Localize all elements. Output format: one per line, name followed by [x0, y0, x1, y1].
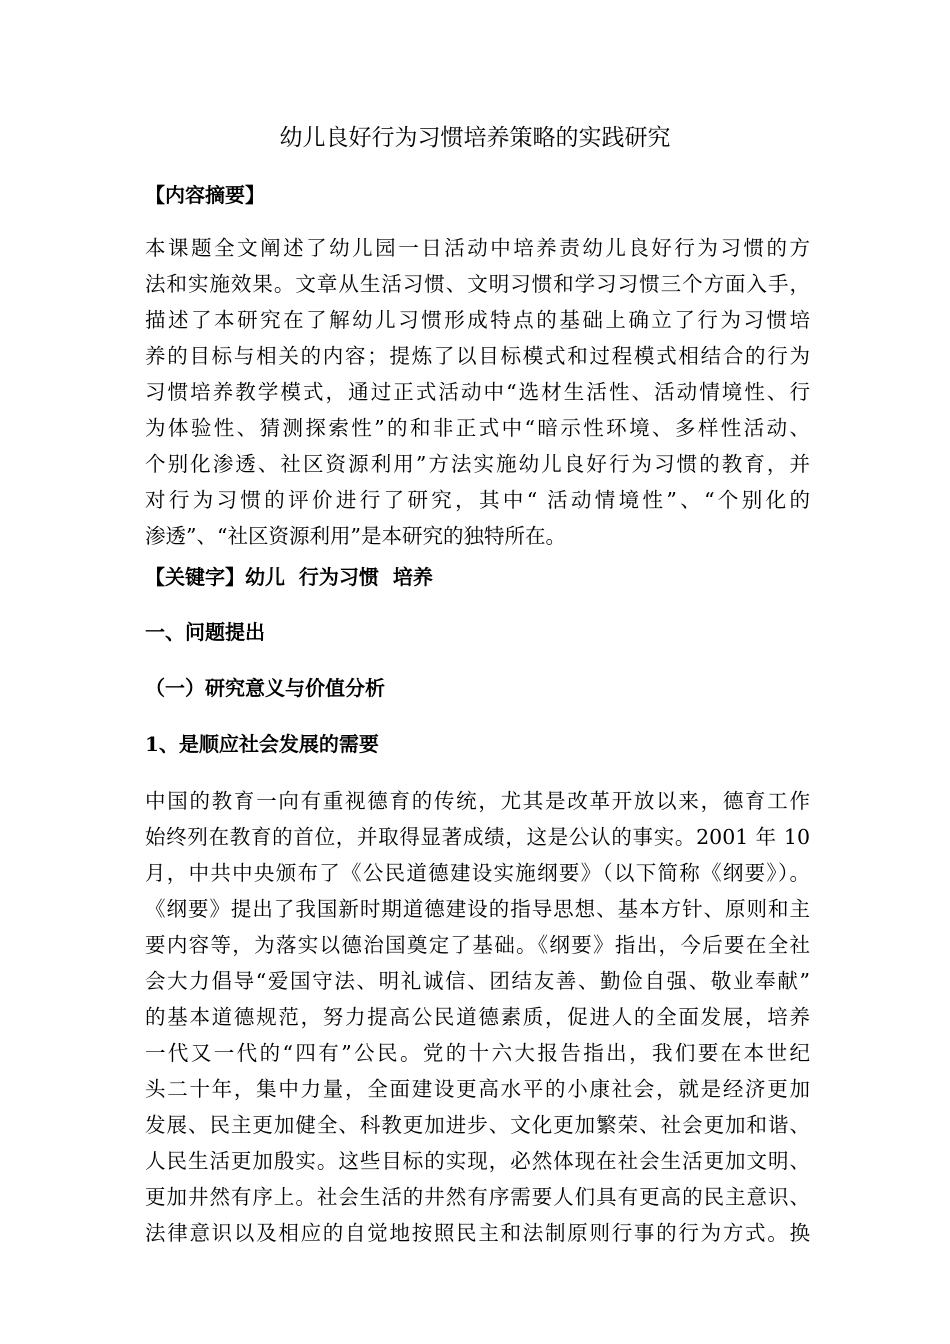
body-line: 中国的教育一向有重视德育的传统，尤其是改革开放以来，德育工作	[145, 789, 810, 813]
abstract-line: 个别化渗透、社区资源利用”方法实施幼儿良好行为习惯的教育，并	[145, 452, 810, 476]
abstract-line: 养的目标与相关的内容；提炼了以目标模式和过程模式相结合的行为	[145, 344, 810, 368]
body-line: 头二十年，集中力量，全面建设更高水平的小康社会，就是经济更加	[145, 1077, 810, 1101]
subsection-heading: （一）研究意义与价值分析	[145, 676, 385, 700]
abstract-line: 本课题全文阐述了幼儿园一日活动中培养责幼儿良好行为习惯的方	[145, 236, 810, 260]
body-line: 法律意识以及相应的自觉地按照民主和法制原则行事的行为方式。换	[145, 1221, 810, 1245]
body-line: 《纲要》提出了我国新时期道德建设的指导思想、基本方针、原则和主	[145, 897, 810, 921]
body-line: 始终列在教育的首位，并取得显著成绩，这是公认的事实。2001 年 10	[145, 825, 810, 849]
keywords-line: 【关键字】幼儿 行为习惯 培养	[145, 565, 433, 589]
abstract-line: 对行为习惯的评价进行了研究，其中“ 活动情境性”、“个别化的	[145, 488, 810, 512]
abstract-heading: 【内容摘要】	[145, 183, 265, 207]
body-line: 人民生活更加殷实。这些目标的实现，必然体现在社会生活更加文明、	[145, 1149, 810, 1173]
body-line: 的基本道德规范，努力提高公民道德素质，促进人的全面发展，培养	[145, 1005, 810, 1029]
abstract-line: 描述了本研究在了解幼儿习惯形成特点的基础上确立了行为习惯培	[145, 308, 810, 332]
body-line: 更加井然有序上。社会生活的井然有序需要人们具有更高的民主意识、	[145, 1185, 810, 1209]
document-title: 幼儿良好行为习惯培养策略的实践研究	[279, 125, 671, 151]
abstract-line: 习惯培养教学模式，通过正式活动中“选材生活性、活动情境性、行	[145, 380, 810, 404]
body-line: 要内容等，为落实以德治国奠定了基础。《纲要》指出，今后要在全社	[145, 933, 810, 957]
body-line: 一代又一代的“四有”公民。党的十六大报告指出，我们要在本世纪	[145, 1041, 810, 1065]
body-line: 发展、民主更加健全、科教更加进步、文化更加繁荣、社会更加和谐、	[145, 1113, 810, 1137]
point-heading: 1、是顺应社会发展的需要	[145, 732, 379, 756]
abstract-line: 法和实施效果。文章从生活习惯、文明习惯和学习习惯三个方面入手，	[145, 272, 810, 296]
body-line: 月，中共中央颁布了《公民道德建设实施纲要》（以下简称《纲要》）。	[145, 861, 810, 885]
section-heading: 一、问题提出	[145, 620, 265, 644]
abstract-line: 渗透”、“社区资源利用”是本研究的独特所在。	[145, 524, 566, 548]
body-line: 会大力倡导“爱国守法、明礼诚信、团结友善、勤俭自强、敬业奉献”	[145, 969, 810, 993]
body-paragraph	[145, 783, 810, 1251]
abstract-line: 为体验性、猜测探索性”的和非正式中“暗示性环境、多样性活动、	[145, 416, 810, 440]
abstract-paragraph	[145, 230, 810, 554]
